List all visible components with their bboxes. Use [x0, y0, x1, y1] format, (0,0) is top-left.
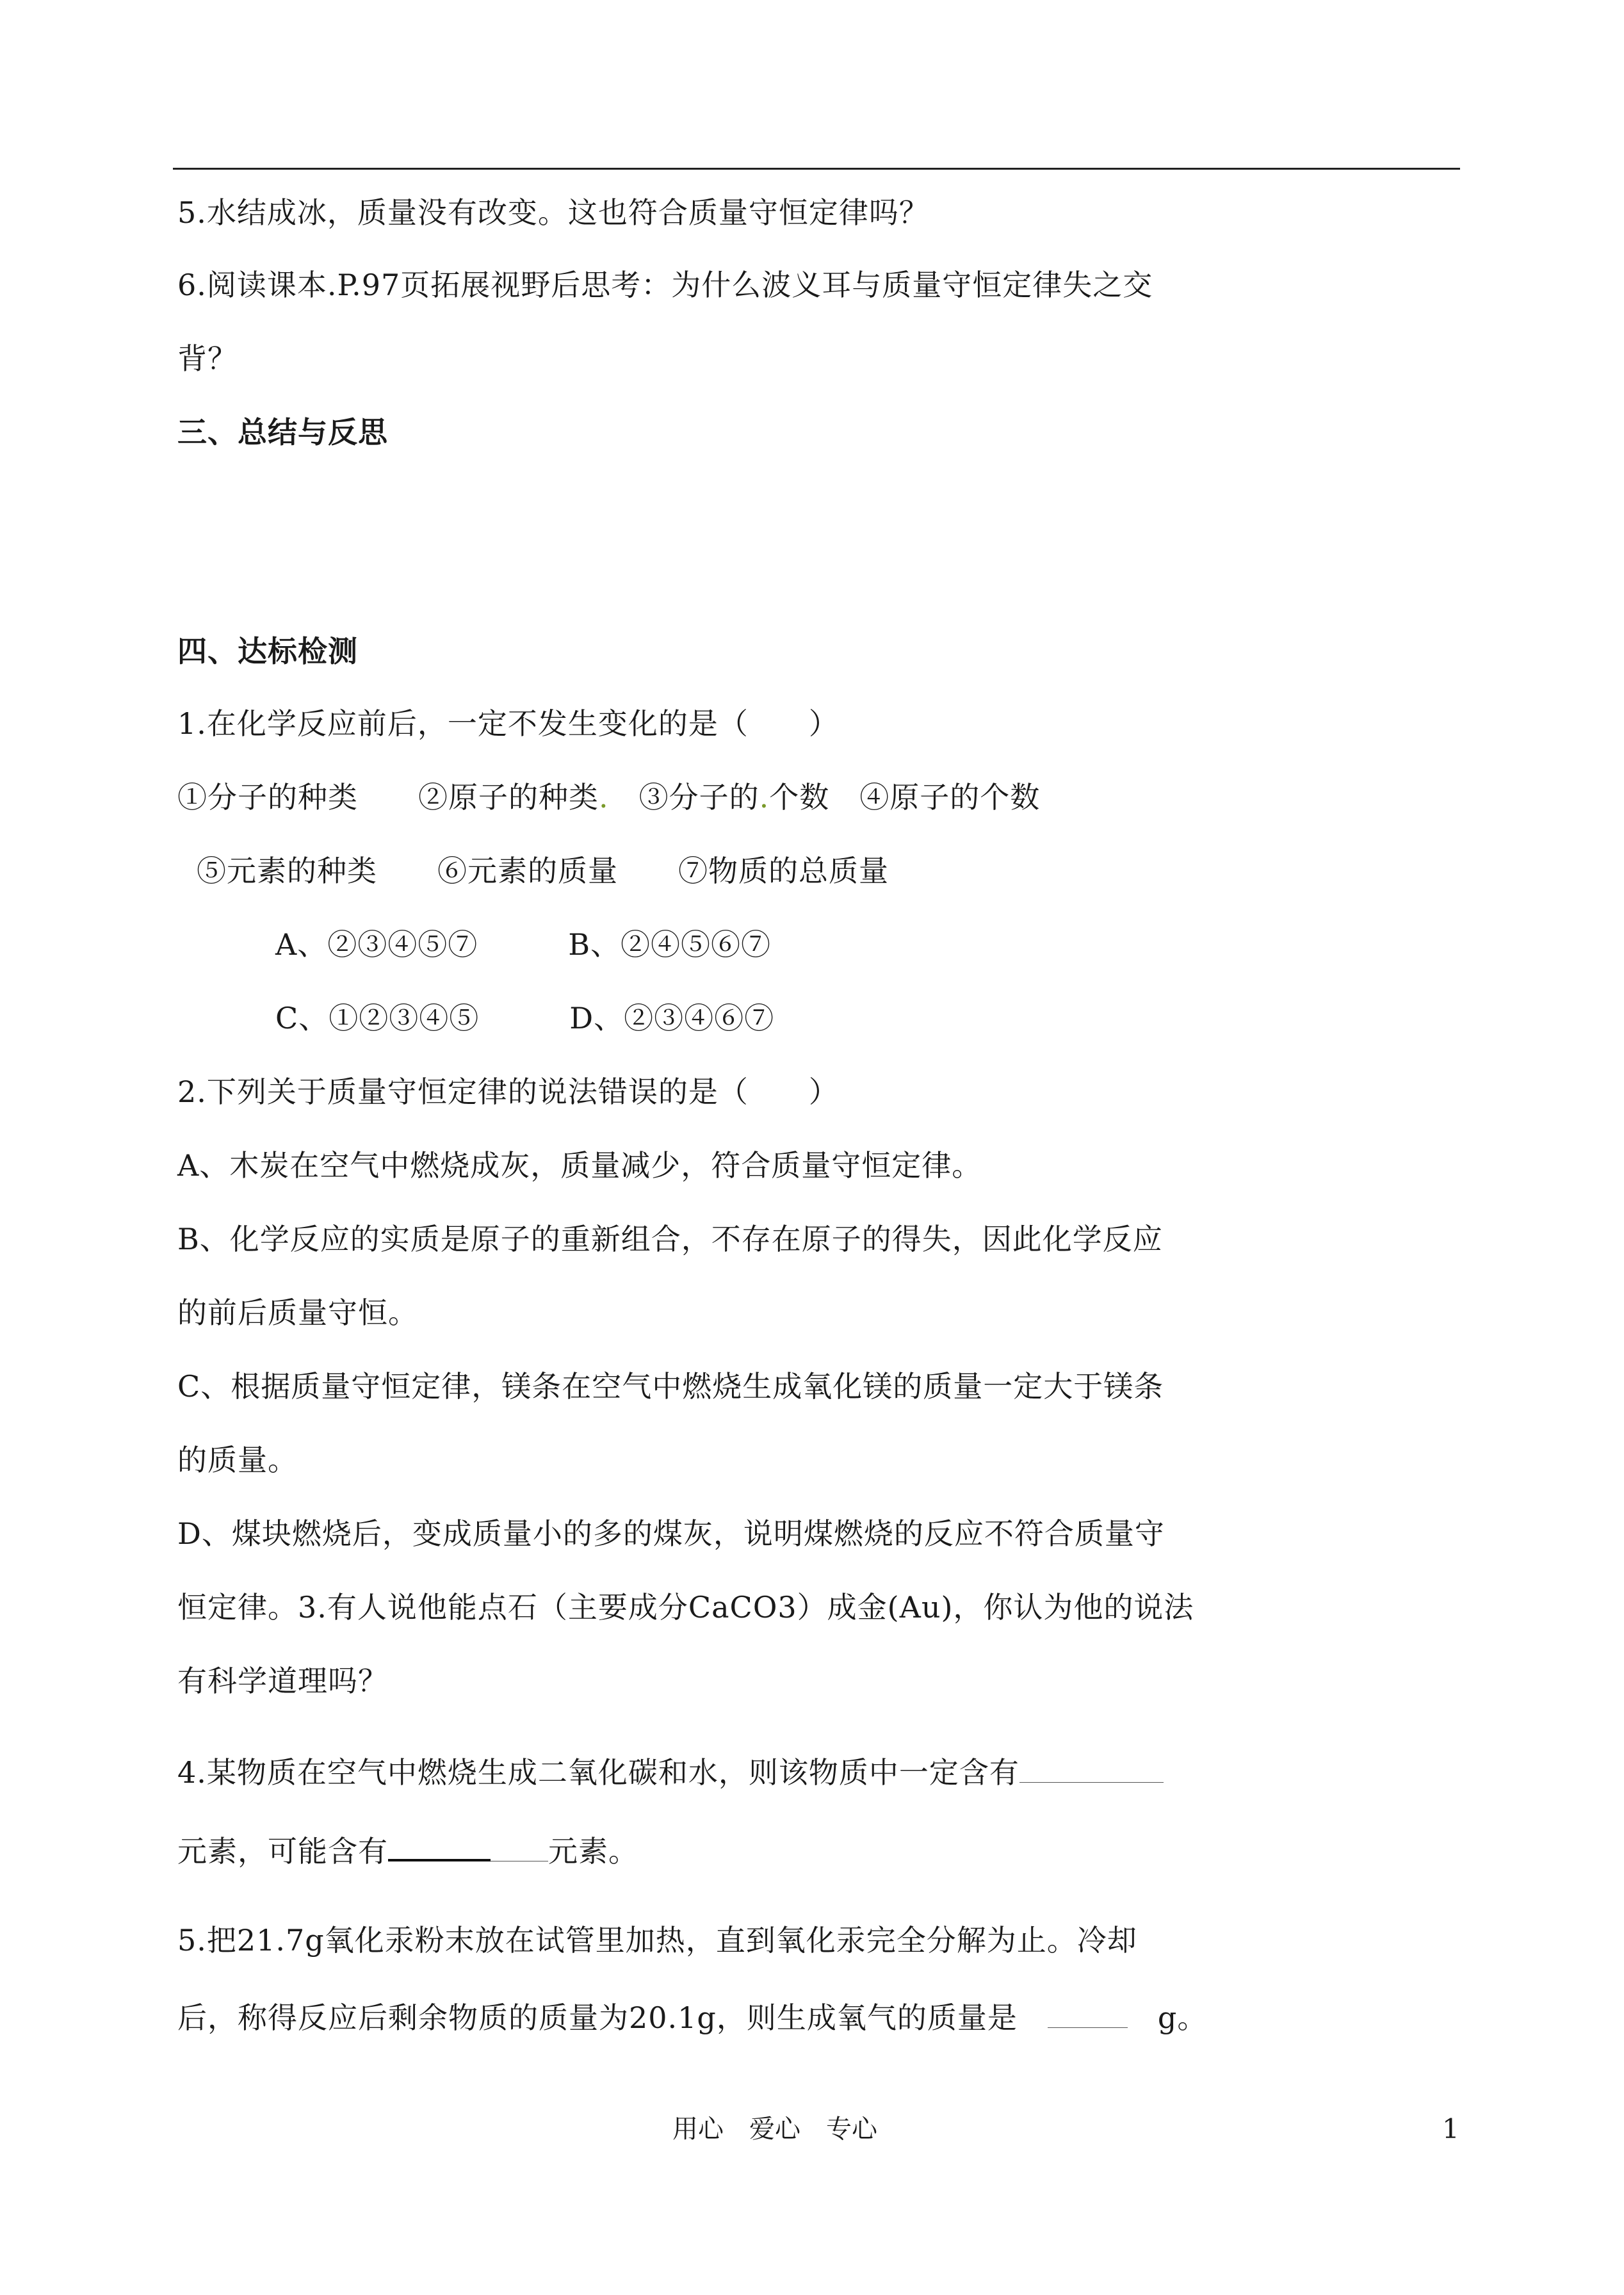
test-question-1-options-line2: ⑤元素的种类 ⑥元素的质量 ⑦物质的总质量	[197, 854, 889, 888]
test-question-3-line2: 有科学道理吗？	[177, 1664, 388, 1698]
test-question-5-line1: 5.把21.7g氧化汞粉末放在试管里加热，直到氧化汞完全分解为止。冷却	[177, 1923, 1137, 1958]
header-rule	[173, 168, 1460, 170]
dot-mark: .	[599, 780, 609, 815]
test-question-2-option-b-line1: B、化学反应的实质是原子的重新组合，不存在原子的得失，因此化学反应	[177, 1222, 1163, 1256]
question-4-text2: 元素，可能含有	[177, 1834, 388, 1869]
dot-mark: .	[759, 780, 770, 815]
question-6-line1: 6.阅读课本.P.97页拓展视野后思考：为什么波义耳与质量守恒定律失之交	[177, 268, 1153, 302]
options-part2: ③分子的	[608, 780, 759, 815]
test-question-1-options-line1	[177, 778, 1040, 816]
options-part1: ①分子的种类 ②原子的种类	[177, 780, 599, 815]
question-4-text3: 元素。	[548, 1834, 638, 1869]
test-question-2-option-d-line2: 恒定律。3.有人说他能点石（主要成分CaCO3）成金(Au)，你认为他的说法	[177, 1590, 1194, 1625]
test-question-2-option-b-line2: 的前后质量守恒。	[177, 1295, 418, 1330]
test-question-2-option-c-line1: C、根据质量守恒定律，镁条在空气中燃烧生成氧化镁的质量一定大于镁条	[177, 1369, 1164, 1404]
section-summary-heading: 三、总结与反思	[177, 415, 388, 450]
test-question-1-choices-cd: C、①②③④⑤ D、②③④⑥⑦	[275, 1001, 775, 1035]
question-6-line2: 背？	[177, 341, 238, 376]
options-part3: 个数 ④原子的个数	[769, 780, 1041, 815]
question-5-unit: g。	[1127, 2000, 1208, 2035]
question-5-text: 后，称得反应后剩余物质的质量为20.1g，则生成氧气的质量是	[177, 2000, 1048, 2035]
answer-blank-ext[interactable]	[491, 1830, 548, 1861]
test-question-4-line2	[177, 1828, 638, 1870]
test-question-2-option-d-line1: D、煤块燃烧后，变成质量小的多的煤灰，说明煤燃烧的反应不符合质量守	[177, 1516, 1165, 1551]
answer-blank[interactable]	[388, 1828, 491, 1861]
section-test-heading: 四、达标检测	[177, 634, 358, 669]
test-question-2-option-c-line2: 的质量。	[177, 1443, 298, 1477]
test-question-2: 2.下列关于质量守恒定律的说法错误的是（ ）	[177, 1075, 839, 1109]
test-question-4-line1	[177, 1751, 1164, 1792]
footer-motto: 用心 爱心 专心	[672, 2114, 877, 2144]
answer-blank[interactable]	[1048, 1997, 1128, 2028]
page-number: 1	[1442, 2113, 1459, 2145]
question-4-text: 4.某物质在空气中燃烧生成二氧化碳和水，则该物质中一定含有	[177, 1755, 1019, 1790]
question-5-water: 5.水结成冰，质量没有改变。这也符合质量守恒定律吗？	[177, 195, 929, 230]
test-question-1: 1.在化学反应前后，一定不发生变化的是（ ）	[177, 706, 839, 741]
test-question-1-choices-ab: A、②③④⑤⑦ B、②④⑤⑥⑦	[275, 927, 772, 962]
test-question-5-line2	[177, 1997, 1207, 2037]
answer-blank[interactable]	[1019, 1751, 1164, 1783]
test-question-2-option-a: A、木炭在空气中燃烧成灰，质量减少，符合质量守恒定律。	[177, 1148, 982, 1183]
